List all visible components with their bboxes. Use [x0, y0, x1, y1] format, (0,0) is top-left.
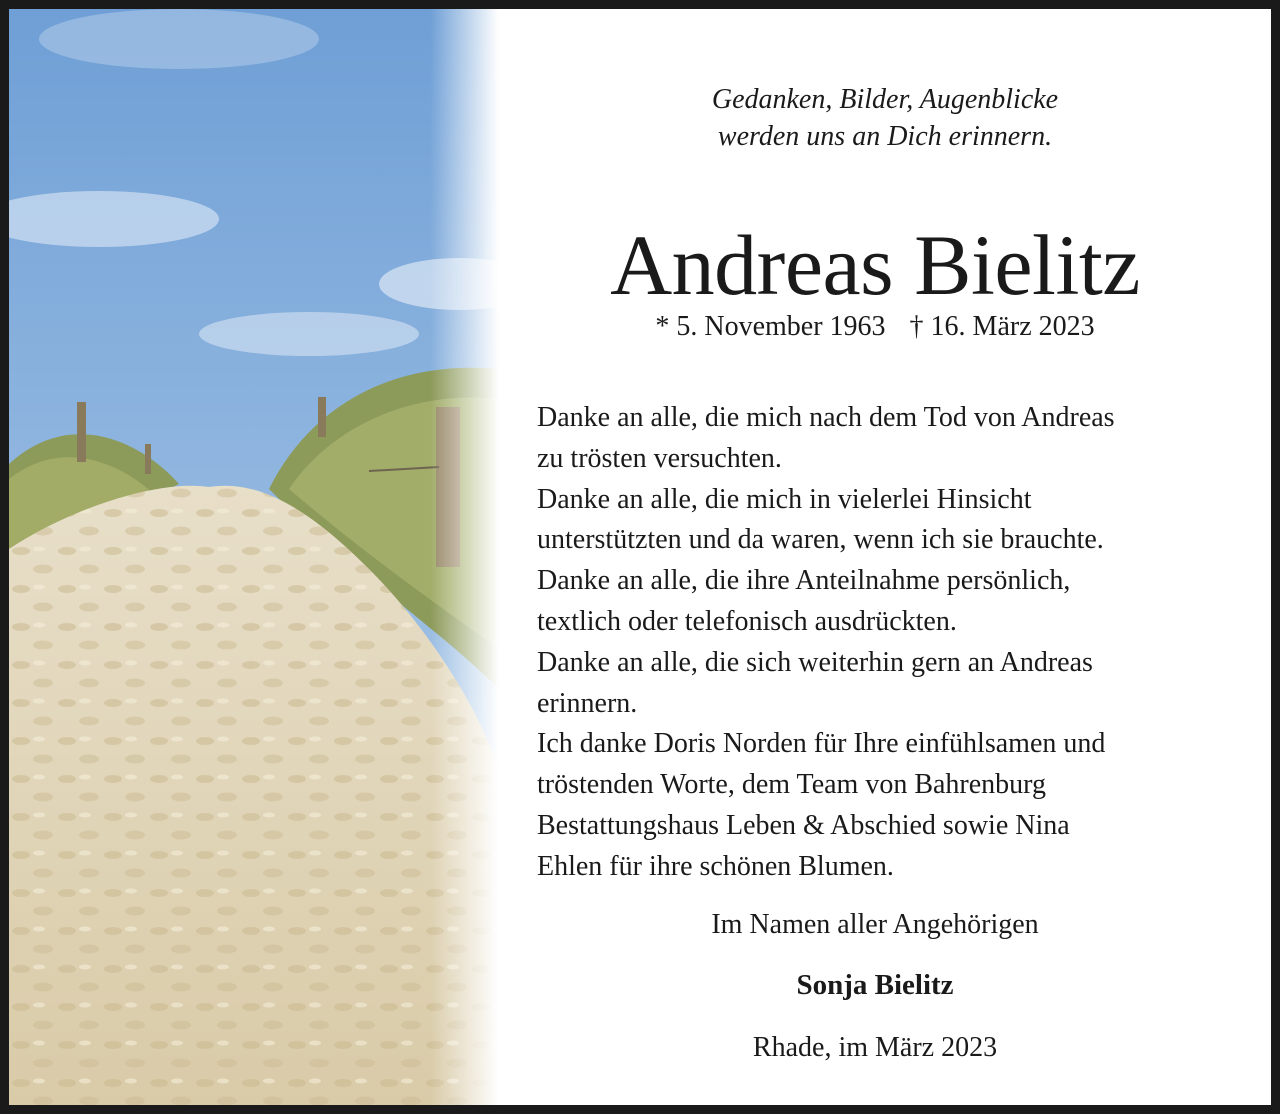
message-line: Danke an alle, die mich nach dem Tod von Andreas	[537, 402, 1115, 433]
motto	[499, 81, 1271, 155]
obituary-text-column	[499, 9, 1271, 1105]
obituary-card	[9, 9, 1271, 1105]
deceased-name: Andreas Bielitz	[610, 217, 1140, 313]
place-and-date: Rhade, im März 2023	[752, 1032, 998, 1063]
thank-you-message	[537, 398, 1237, 888]
message-line: Bestattungshaus Leben & Abschied sowie Nina	[537, 809, 1070, 841]
message-line: Danke an alle, die sich weiterhin gern an Andreas	[537, 646, 1093, 678]
life-dates	[499, 309, 1251, 345]
message-line: Ich danke Doris Norden für Ihre einfühlsamen und	[537, 728, 1106, 760]
message-line: zu trösten versuchten.	[537, 442, 782, 474]
message-line: textlich oder telefonisch ausdrückten.	[537, 605, 957, 637]
message-line: Danke an alle, die mich in vielerlei Hinsicht	[537, 483, 1032, 515]
dune-path-illustration	[9, 9, 499, 1105]
message-line: unterstützten und da waren, wenn ich sie brauchte.	[537, 524, 1104, 556]
motto-line: werden uns an Dich erinnern.	[717, 121, 1053, 152]
message-line: Danke an alle, die ihre Anteilnahme persönlich,	[537, 565, 1071, 597]
birth-date: * 5. November 1963	[655, 311, 886, 342]
motto-line: Gedanken, Bilder, Augenblicke	[711, 84, 1059, 115]
dune-path-photo	[9, 9, 499, 1105]
message-line: erinnern.	[537, 687, 638, 719]
death-date: † 16. März 2023	[909, 311, 1095, 342]
message-line: Ehlen für ihre schönen Blumen.	[537, 850, 894, 882]
signer-name: Sonja Bielitz	[796, 969, 954, 1001]
closing-phrase: Im Namen aller Angehörigen	[711, 909, 1039, 940]
message-line: tröstenden Worte, dem Team von Bahrenburg	[537, 769, 1047, 801]
